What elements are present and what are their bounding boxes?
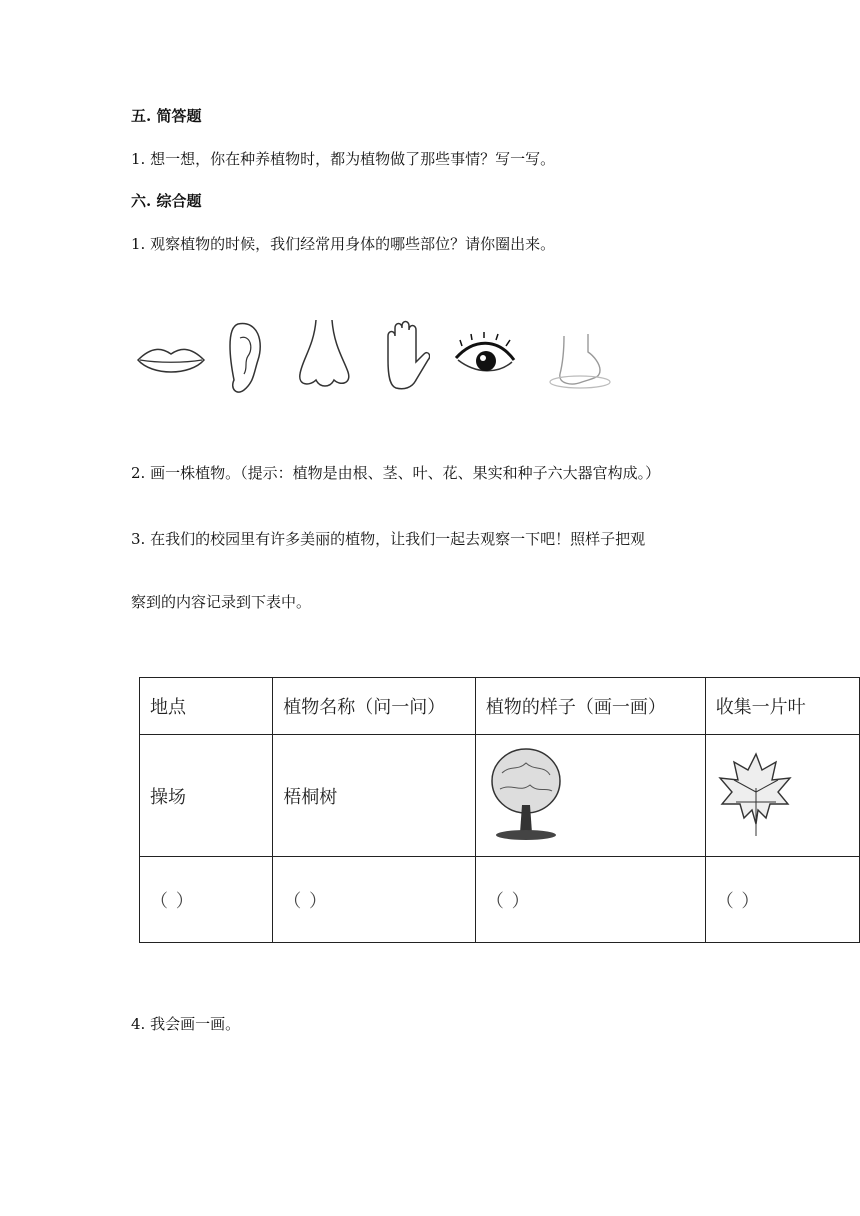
question-6-3-line-2: 察到的内容记录到下表中。	[131, 593, 312, 611]
lips-icon	[134, 316, 208, 396]
leaf-drawing	[705, 735, 859, 857]
ear-icon	[224, 316, 264, 396]
leaf-icon	[716, 748, 796, 838]
observation-table	[139, 677, 860, 943]
question-6-4: 4. 我会画一画。	[131, 1015, 241, 1033]
blank-plant-name[interactable]: （ ）	[273, 857, 476, 943]
eye-icon	[452, 316, 518, 396]
foot-icon	[542, 316, 612, 396]
table-row	[140, 735, 860, 857]
tree-icon	[486, 743, 566, 843]
section-5-heading: 五. 简答题	[131, 107, 202, 125]
section-6-heading: 六. 综合题	[131, 192, 202, 210]
header-location: 地点	[140, 678, 273, 735]
example-plant-name: 梧桐树	[273, 735, 476, 857]
table-header-row	[140, 678, 860, 735]
example-location: 操场	[140, 735, 273, 857]
blank-plant-appearance[interactable]: （ ）	[475, 857, 705, 943]
question-6-2: 2. 画一株植物。（提示：植物是由根、茎、叶、花、果实和种子六大器官构成。）	[131, 464, 661, 482]
blank-collect-leaf[interactable]: （ ）	[705, 857, 859, 943]
question-5-1: 1. 想一想，你在种养植物时，都为植物做了那些事情？写一写。	[131, 150, 556, 168]
nose-icon	[292, 316, 356, 396]
tree-drawing	[475, 735, 705, 857]
blank-location[interactable]: （ ）	[140, 857, 273, 943]
header-collect-leaf: 收集一片叶	[705, 678, 859, 735]
table-row	[140, 857, 860, 943]
header-plant-name: 植物名称（问一问）	[273, 678, 476, 735]
question-6-3-line-1: 3. 在我们的校园里有许多美丽的植物，让我们一起去观察一下吧！照样子把观	[131, 530, 646, 548]
body-parts-illustration	[134, 316, 614, 396]
hand-icon	[378, 316, 430, 396]
header-plant-appearance: 植物的样子（画一画）	[475, 678, 705, 735]
question-6-1: 1. 观察植物的时候，我们经常用身体的哪些部位？请你圈出来。	[131, 235, 556, 253]
